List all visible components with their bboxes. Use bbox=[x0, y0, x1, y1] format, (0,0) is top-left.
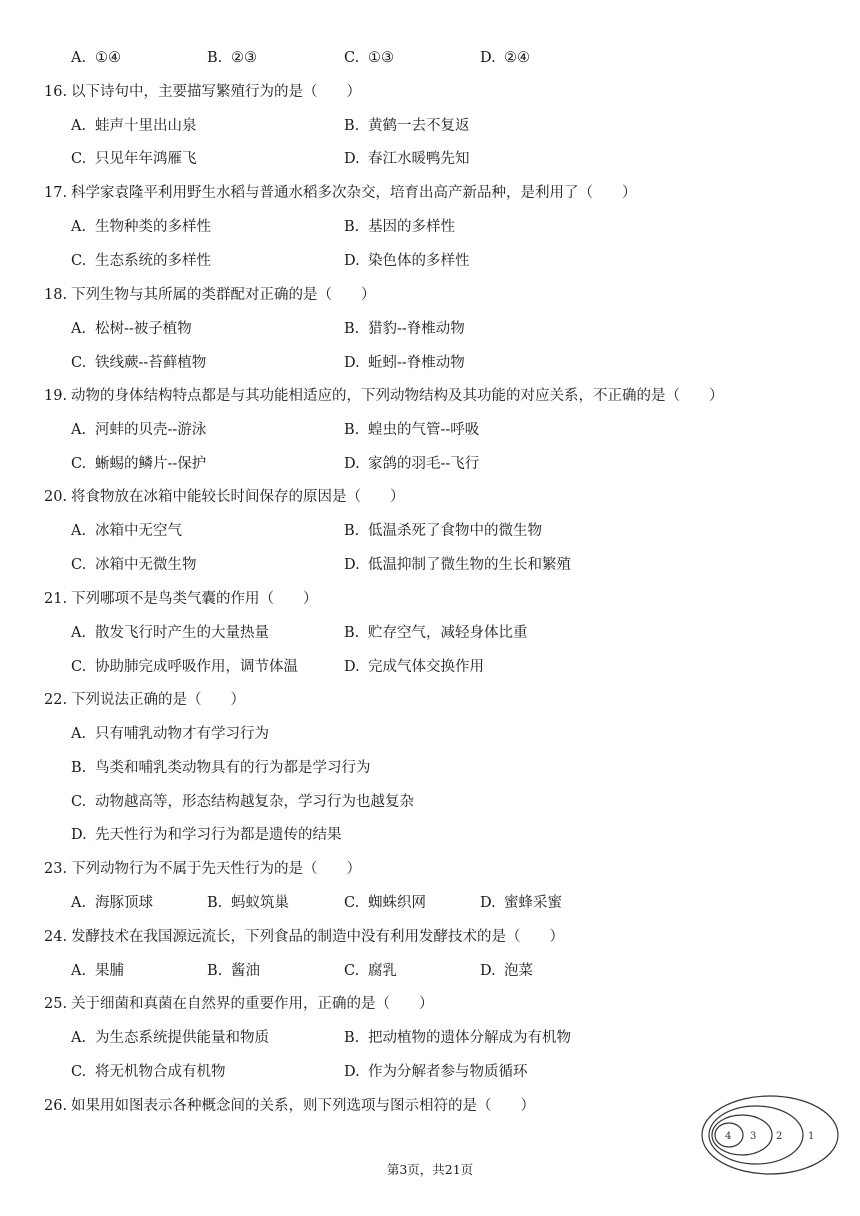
q17-option-a: A. 生物种类的多样性 bbox=[71, 219, 211, 235]
q19-option-d: D. 家鸽的羽毛--飞行 bbox=[344, 456, 480, 472]
q22-option-b-row bbox=[0, 756, 860, 780]
q16-option-a: A. 蛙声十里出山泉 bbox=[71, 118, 197, 134]
q19-option-b: B. 蝗虫的气管--呼吸 bbox=[344, 422, 480, 438]
q17-option-d: D. 染色体的多样性 bbox=[344, 253, 470, 269]
q21-options-row2 bbox=[0, 655, 860, 679]
q24-option-d: D. 泡菜 bbox=[480, 963, 533, 979]
question-text: 发酵技术在我国源远流长，下列食品的制造中没有利用发酵技术的是（ ） bbox=[71, 929, 564, 945]
question-text: 动物的身体结构特点都是与其功能相适应的，下列动物结构及其功能的对应关系，不正确的是（ ） bbox=[71, 388, 724, 404]
q21-option-c: C. 协助肺完成呼吸作用，调节体温 bbox=[71, 659, 298, 675]
q18-stem bbox=[0, 283, 860, 307]
question-text: 下列说法正确的是（ ） bbox=[71, 692, 245, 708]
figure-label-2: 2 bbox=[776, 1131, 783, 1142]
question-text: 关于细菌和真菌在自然界的重要作用，正确的是（ ） bbox=[71, 996, 434, 1012]
question-text: 下列哪项不是鸟类气囊的作用（ ） bbox=[71, 591, 318, 607]
figure-label-1: 1 bbox=[808, 1131, 815, 1142]
q18-option-b: B. 猎豹--脊椎动物 bbox=[344, 321, 465, 337]
q25-options-row2 bbox=[0, 1060, 860, 1084]
question-number: 24. bbox=[44, 929, 68, 945]
q21-option-b: B. 贮存空气，减轻身体比重 bbox=[344, 625, 528, 641]
q17-stem bbox=[0, 181, 860, 205]
q24-option-b: B. 酱油 bbox=[207, 963, 260, 979]
question-text: 将食物放在冰箱中能较长时间保存的原因是（ ） bbox=[71, 489, 405, 505]
q25-option-b: B. 把动植物的遗体分解成为有机物 bbox=[344, 1030, 571, 1046]
q22-option-d-row bbox=[0, 823, 860, 847]
q19-option-a: A. 河蚌的贝壳--游泳 bbox=[71, 422, 207, 438]
question-number: 21. bbox=[44, 591, 68, 607]
q15-option-c: C. ①③ bbox=[344, 50, 394, 66]
q23-option-b: B. 蚂蚁筑巢 bbox=[207, 895, 289, 911]
q15-option-b: B. ②③ bbox=[207, 50, 257, 66]
q16-options-row1 bbox=[0, 114, 860, 138]
q25-options-row1 bbox=[0, 1026, 860, 1050]
q16-option-c: C. 只见年年鸿雁飞 bbox=[71, 151, 197, 167]
q21-options-row1 bbox=[0, 621, 860, 645]
question-number: 16. bbox=[44, 84, 68, 100]
q25-option-c: C. 将无机物合成有机物 bbox=[71, 1064, 226, 1080]
q24-option-a: A. 果脯 bbox=[71, 963, 124, 979]
figure-label-4: 4 bbox=[725, 1131, 732, 1142]
q22-option-b: B. 鸟类和哺乳类动物具有的行为都是学习行为 bbox=[71, 760, 371, 776]
question-text: 如果用如图表示各种概念间的关系，则下列选项与图示相符的是（ ） bbox=[71, 1098, 535, 1114]
q15-option-a: A. ①④ bbox=[71, 50, 121, 66]
q22-option-d: D. 先天性行为和学习行为都是遗传的结果 bbox=[71, 827, 342, 843]
q16-option-b: B. 黄鹤一去不复返 bbox=[344, 118, 470, 134]
q16-option-d: D. 春江水暖鸭先知 bbox=[344, 151, 470, 167]
question-number: 18. bbox=[44, 287, 68, 303]
q20-option-a: A. 冰箱中无空气 bbox=[71, 523, 182, 539]
q22-option-c: C. 动物越高等，形态结构越复杂，学习行为也越复杂 bbox=[71, 794, 414, 810]
question-text: 下列动物行为不属于先天性行为的是（ ） bbox=[71, 861, 361, 877]
q22-option-a: A. 只有哺乳动物才有学习行为 bbox=[71, 726, 269, 742]
q21-option-a: A. 散发飞行时产生的大量热量 bbox=[71, 625, 269, 641]
question-text: 以下诗句中，主要描写繁殖行为的是（ ） bbox=[71, 84, 361, 100]
q19-option-c: C. 蜥蜴的鳞片--保护 bbox=[71, 456, 207, 472]
q19-stem bbox=[0, 384, 860, 408]
q16-options-row2 bbox=[0, 147, 860, 171]
question-number: 26. bbox=[44, 1098, 68, 1114]
question-text: 下列生物与其所属的类群配对正确的是（ ） bbox=[71, 287, 376, 303]
q23-option-d: D. 蜜蜂采蜜 bbox=[480, 895, 562, 911]
q24-option-c: C. 腐乳 bbox=[344, 963, 397, 979]
q20-stem bbox=[0, 485, 860, 509]
q25-stem bbox=[0, 992, 860, 1016]
page-footer: 第3页，共21页 bbox=[386, 1162, 474, 1177]
q24-stem bbox=[0, 925, 860, 949]
q18-option-a: A. 松树--被子植物 bbox=[71, 321, 192, 337]
question-number: 17. bbox=[44, 185, 68, 201]
q19-options-row2 bbox=[0, 452, 860, 476]
q15-options bbox=[0, 46, 860, 70]
q25-option-a: A. 为生态系统提供能量和物质 bbox=[71, 1030, 269, 1046]
question-number: 22. bbox=[44, 692, 68, 708]
q15-option-d: D. ②④ bbox=[480, 50, 530, 66]
q16-stem bbox=[0, 80, 860, 104]
q17-option-c: C. 生态系统的多样性 bbox=[71, 253, 211, 269]
question-number: 19. bbox=[44, 388, 68, 404]
q17-options-row1 bbox=[0, 215, 860, 239]
q23-option-c: C. 蜘蛛织网 bbox=[344, 895, 426, 911]
q17-option-b: B. 基因的多样性 bbox=[344, 219, 455, 235]
question-text: 科学家袁隆平利用野生水稻与普通水稻多次杂交，培育出高产新品种，是利用了（ ） bbox=[71, 185, 637, 201]
q25-option-d: D. 作为分解者参与物质循环 bbox=[344, 1064, 528, 1080]
q22-option-c-row bbox=[0, 790, 860, 814]
q23-options bbox=[0, 891, 860, 915]
q20-options-row2 bbox=[0, 553, 860, 577]
q23-option-a: A. 海豚顶球 bbox=[71, 895, 153, 911]
question-number: 25. bbox=[44, 996, 68, 1012]
q19-options-row1 bbox=[0, 418, 860, 442]
q22-option-a-row bbox=[0, 722, 860, 746]
q21-option-d: D. 完成气体交换作用 bbox=[344, 659, 484, 675]
figure-label-3: 3 bbox=[750, 1131, 757, 1142]
q24-options bbox=[0, 959, 860, 983]
question-number: 20. bbox=[44, 489, 68, 505]
q20-option-d: D. 低温抑制了微生物的生长和繁殖 bbox=[344, 557, 571, 573]
q17-options-row2 bbox=[0, 249, 860, 273]
q18-option-c: C. 铁线蕨--苔藓植物 bbox=[71, 355, 207, 371]
q22-stem bbox=[0, 688, 860, 712]
q18-option-d: D. 蚯蚓--脊椎动物 bbox=[344, 355, 465, 371]
q21-stem bbox=[0, 587, 860, 611]
q20-options-row1 bbox=[0, 519, 860, 543]
ellipse-3 bbox=[712, 1115, 772, 1155]
q18-options-row1 bbox=[0, 317, 860, 341]
q20-option-c: C. 冰箱中无微生物 bbox=[71, 557, 197, 573]
q23-stem bbox=[0, 857, 860, 881]
q18-options-row2 bbox=[0, 351, 860, 375]
q20-option-b: B. 低温杀死了食物中的微生物 bbox=[344, 523, 542, 539]
question-number: 23. bbox=[44, 861, 68, 877]
